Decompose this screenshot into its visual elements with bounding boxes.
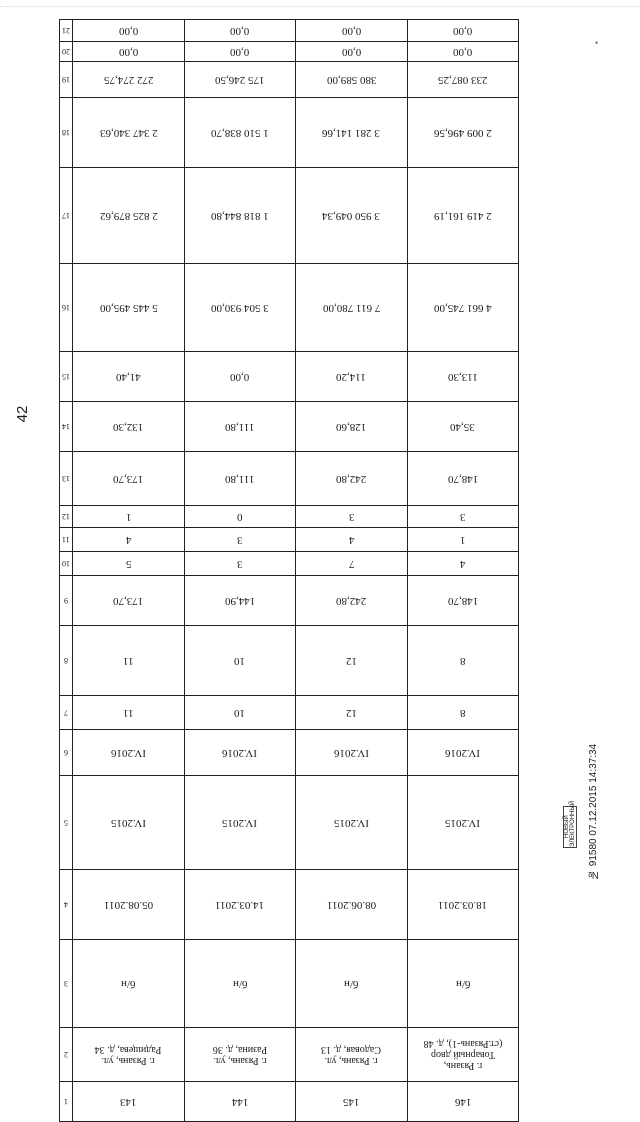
- column-number: [60, 98, 73, 168]
- table-cell: [184, 352, 295, 402]
- table-band-col-18: [60, 98, 519, 168]
- table-cell: [296, 696, 407, 730]
- cell-value: 7: [348, 557, 355, 570]
- table-band-col-10: [60, 552, 519, 576]
- cell-value: 148,70: [447, 594, 478, 607]
- table-cell: [73, 528, 184, 552]
- column-number: [60, 696, 73, 730]
- cell-value: 1 818 844,80: [211, 209, 269, 222]
- column-number-label: 18: [62, 128, 71, 137]
- cell-value: 3 504 930,00: [211, 301, 269, 314]
- table-cell: [73, 940, 184, 1028]
- table-cell: [296, 1082, 407, 1122]
- cell-value: б/н: [232, 977, 248, 990]
- column-number-label: 21: [62, 26, 71, 35]
- cell-value: 2 347 340,63: [99, 126, 158, 139]
- table-band-col-7: [60, 696, 519, 730]
- table-band-col-11: [60, 528, 519, 552]
- cell-value: 05.08.2011: [103, 898, 154, 911]
- scan-mark: •: [595, 38, 599, 48]
- cell-value: 144,90: [224, 594, 256, 607]
- column-number: [60, 506, 73, 528]
- table-cell: [407, 352, 518, 402]
- table-cell: [296, 776, 407, 870]
- cell-value: 1: [460, 533, 466, 546]
- cell-value: 12: [345, 706, 357, 719]
- table-cell: [407, 940, 518, 1028]
- cell-value: 0,00: [341, 24, 361, 37]
- column-number-label: 14: [62, 422, 71, 431]
- cell-value: г. Рязань, ул. Разина, д. 36: [212, 1043, 267, 1066]
- table-cell: [73, 552, 184, 576]
- table-cell: [407, 42, 518, 62]
- column-number-label: 20: [62, 47, 71, 56]
- cell-value: IV.2016: [445, 746, 481, 759]
- table-band-col-6: [60, 730, 519, 776]
- table-cell: [73, 98, 184, 168]
- table-cell: [407, 576, 518, 626]
- cell-value: 111,80: [225, 420, 255, 433]
- cell-value: г. Рязань, ул. Радищева, д. 34: [95, 1043, 162, 1066]
- column-number: [60, 776, 73, 870]
- table-cell: [184, 626, 295, 696]
- table-cell: [184, 940, 295, 1028]
- cell-value: 242,80: [336, 472, 367, 485]
- table-cell: [73, 264, 184, 352]
- cell-value: б/н: [455, 977, 471, 990]
- cell-value: б/н: [344, 977, 359, 990]
- column-number-label: 16: [62, 303, 71, 312]
- table-cell: [296, 168, 407, 264]
- table-band-col-1: [60, 1082, 519, 1122]
- cell-value: 0,00: [230, 45, 250, 58]
- table-cell: [407, 730, 518, 776]
- cell-value: 12: [345, 654, 357, 667]
- table-cell: [296, 62, 407, 98]
- cell-value: 0,00: [230, 24, 250, 37]
- cell-value: 4: [125, 533, 132, 546]
- table-cell: [184, 402, 295, 452]
- cell-value: 128,60: [336, 420, 367, 433]
- cell-value: 10: [234, 654, 246, 667]
- table-band-col-12: [60, 506, 519, 528]
- registry-stamp: НОВЫЙ ЭЛЕКТРОННЫЙ: [564, 800, 576, 847]
- table-cell: [296, 402, 407, 452]
- scan-edge-marks: [0, 6, 640, 11]
- table-cell: [296, 20, 407, 42]
- cell-value: 0,00: [118, 24, 139, 37]
- table-cell: [296, 452, 407, 506]
- table-band-col-16: [60, 264, 519, 352]
- table-cell: [407, 402, 518, 452]
- cell-value: IV.2016: [222, 746, 258, 759]
- column-number: [60, 940, 73, 1028]
- column-number: [60, 552, 73, 576]
- column-number-label: 5: [64, 818, 69, 827]
- table-cell: [296, 1028, 407, 1082]
- table-cell: [184, 168, 295, 264]
- table-cell: [407, 62, 518, 98]
- cell-value: IV.2015: [333, 816, 369, 829]
- column-number-label: 15: [62, 372, 71, 381]
- column-number-label: 6: [64, 748, 69, 757]
- cell-value: 4: [348, 533, 355, 546]
- column-number-label: 10: [62, 559, 71, 568]
- column-number: [60, 20, 73, 42]
- table-cell: [73, 1082, 184, 1122]
- column-number: [60, 402, 73, 452]
- cell-value: 1 510 838,70: [211, 126, 269, 139]
- table-cell: [184, 776, 295, 870]
- table-cell: [296, 940, 407, 1028]
- cell-value: 3: [237, 557, 243, 570]
- cell-value: 11: [123, 706, 134, 719]
- column-number-label: 3: [64, 979, 69, 988]
- table-cell: [184, 696, 295, 730]
- table-cell: [73, 626, 184, 696]
- cell-value: г. Рязань, ул. Садовая, д. 13: [321, 1043, 382, 1066]
- table-cell: [184, 528, 295, 552]
- table-band-col-3: [60, 940, 519, 1028]
- column-number-label: 2: [64, 1050, 69, 1059]
- column-number-label: 9: [64, 596, 69, 605]
- table-cell: [296, 352, 407, 402]
- column-number: [60, 168, 73, 264]
- table-cell: [407, 1082, 518, 1122]
- table-cell: [407, 552, 518, 576]
- table-band-col-21: [60, 20, 519, 42]
- column-number-label: 13: [62, 474, 71, 483]
- cell-value: 272 274,75: [103, 73, 154, 86]
- table-cell: [296, 730, 407, 776]
- table-cell: [73, 576, 184, 626]
- cell-value: 380 589,00: [326, 73, 377, 86]
- table-cell: [296, 552, 407, 576]
- cell-value: 0: [237, 510, 243, 523]
- table-cell: [296, 576, 407, 626]
- table-cell: [184, 62, 295, 98]
- cell-value: 114,20: [336, 370, 367, 383]
- cell-value: г. Рязань, Товарный двор (ст.Рязань-1), д. 48: [423, 1038, 503, 1071]
- cell-value: 0,00: [118, 45, 139, 58]
- table-band-col-5: [60, 776, 519, 870]
- cell-value: 10: [234, 706, 246, 719]
- cell-value: 08.06.2011: [326, 898, 376, 911]
- table-cell: [184, 452, 295, 506]
- cell-value: 148,70: [447, 472, 478, 485]
- table-cell: [407, 1028, 518, 1082]
- table-cell: [73, 730, 184, 776]
- column-number-label: 7: [64, 708, 69, 717]
- table-band-col-14: [60, 402, 519, 452]
- table-cell: [73, 696, 184, 730]
- cell-value: IV.2015: [111, 816, 146, 829]
- table-cell: [184, 1028, 295, 1082]
- cell-value: 3: [237, 533, 243, 546]
- cell-value: 2 825 879,62: [99, 209, 158, 222]
- column-number-label: 19: [62, 75, 71, 84]
- cell-value: IV.2015: [445, 816, 481, 829]
- table-cell: [184, 506, 295, 528]
- table-cell: [407, 98, 518, 168]
- column-number: [60, 730, 73, 776]
- column-number: [60, 62, 73, 98]
- cell-value: 5: [125, 557, 132, 570]
- table-cell: [73, 20, 184, 42]
- column-number: [60, 1028, 73, 1082]
- data-table: [59, 19, 519, 1122]
- cell-value: 113,30: [447, 370, 478, 383]
- table-cell: [296, 528, 407, 552]
- table-cell: [184, 730, 295, 776]
- table-cell: [73, 62, 184, 98]
- table-cell: [184, 1082, 295, 1122]
- cell-value: 4: [460, 557, 466, 570]
- cell-value: 145: [343, 1095, 360, 1108]
- cell-value: 3: [348, 510, 355, 523]
- cell-value: 18.03.2011: [438, 898, 488, 911]
- table-cell: [184, 264, 295, 352]
- column-number: [60, 264, 73, 352]
- cell-value: IV.2015: [222, 816, 258, 829]
- cell-value: 146: [454, 1095, 472, 1108]
- column-number-label: 17: [62, 211, 71, 220]
- cell-value: 0,00: [453, 24, 473, 37]
- table-cell: [407, 696, 518, 730]
- table-band-col-15: [60, 352, 519, 402]
- table-cell: [407, 506, 518, 528]
- column-number-label: 4: [64, 900, 69, 909]
- cell-value: 144: [231, 1095, 249, 1108]
- table-cell: [296, 264, 407, 352]
- table-cell: [184, 20, 295, 42]
- cell-value: 0,00: [453, 45, 473, 58]
- table-cell: [296, 626, 407, 696]
- table-cell: [407, 264, 518, 352]
- table-cell: [73, 168, 184, 264]
- cell-value: 5 445 495,00: [99, 301, 158, 314]
- cell-value: 173,70: [113, 472, 144, 485]
- table-cell: [184, 98, 295, 168]
- cell-value: 111,80: [225, 472, 255, 485]
- table-cell: [407, 20, 518, 42]
- cell-value: IV.2016: [333, 746, 369, 759]
- column-number-label: 8: [64, 656, 69, 665]
- table-cell: [73, 506, 184, 528]
- table-cell: [184, 42, 295, 62]
- table-cell: [184, 576, 295, 626]
- cell-value: 4 661 745,00: [433, 301, 492, 314]
- table-cell: [73, 452, 184, 506]
- table-cell: [73, 776, 184, 870]
- cell-value: 35,40: [450, 420, 476, 433]
- cell-value: 3 281 141,66: [322, 126, 381, 139]
- table-cell: [407, 626, 518, 696]
- column-number: [60, 626, 73, 696]
- column-number-label: 12: [62, 512, 71, 521]
- table-band-col-13: [60, 452, 519, 506]
- table-band-col-19: [60, 62, 519, 98]
- cell-value: 2 419 161,19: [433, 209, 492, 222]
- table-band-col-17: [60, 168, 519, 264]
- table-band-col-20: [60, 42, 519, 62]
- cell-value: 3 950 049,34: [322, 209, 381, 222]
- column-number: [60, 42, 73, 62]
- cell-value: 143: [120, 1095, 137, 1108]
- table-cell: [73, 352, 184, 402]
- column-number: [60, 528, 73, 552]
- table-cell: [407, 452, 518, 506]
- column-number: [60, 352, 73, 402]
- cell-value: 0,00: [341, 45, 361, 58]
- cell-value: 175 246,50: [215, 73, 265, 86]
- table-cell: [296, 506, 407, 528]
- cell-value: 11: [123, 654, 134, 667]
- table-band-col-8: [60, 626, 519, 696]
- table-band-col-2: [60, 1028, 519, 1082]
- table-cell: [407, 168, 518, 264]
- page-number: 42: [14, 405, 31, 423]
- table-cell: [184, 552, 295, 576]
- cell-value: 132,30: [113, 420, 144, 433]
- table-cell: [407, 776, 518, 870]
- column-number: [60, 1082, 73, 1122]
- cell-value: 242,80: [336, 594, 367, 607]
- cell-value: 1: [125, 510, 132, 523]
- table-cell: [73, 1028, 184, 1082]
- cell-value: 41,40: [116, 370, 141, 383]
- table-cell: [296, 42, 407, 62]
- cell-value: 173,70: [113, 594, 144, 607]
- cell-value: 8: [460, 706, 466, 719]
- table-cell: [73, 402, 184, 452]
- table-cell: [73, 42, 184, 62]
- cell-value: IV.2016: [111, 746, 146, 759]
- table-cell: [296, 98, 407, 168]
- document-stamp-id: № 91580 07.12.2015 14:37:34: [588, 743, 599, 880]
- cell-value: 14.03.2011: [215, 898, 265, 911]
- cell-value: 2 009 496,56: [433, 126, 492, 139]
- table-cell: [407, 528, 518, 552]
- column-number: [60, 452, 73, 506]
- cell-value: 233 087,25: [438, 73, 488, 86]
- cell-value: 0,00: [230, 370, 250, 383]
- column-number-label: 1: [64, 1097, 69, 1106]
- cell-value: 7 611 780,00: [322, 301, 380, 314]
- cell-value: 8: [460, 654, 466, 667]
- table-band-col-9: [60, 576, 519, 626]
- column-number: [60, 576, 73, 626]
- cell-value: 3: [460, 510, 466, 523]
- column-number-label: 11: [62, 535, 70, 544]
- cell-value: б/н: [121, 977, 136, 990]
